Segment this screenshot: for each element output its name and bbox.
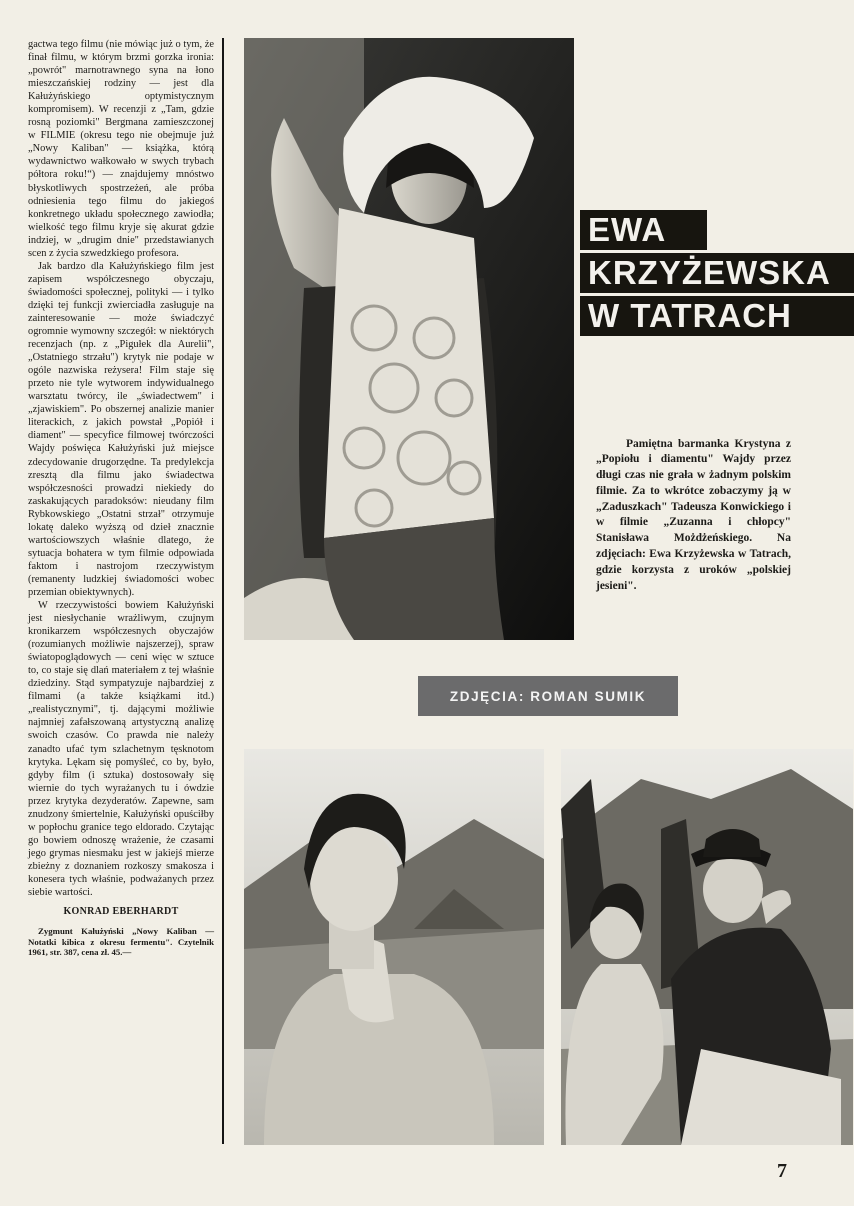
article-author: KONRAD EBERHARDT [63, 906, 179, 918]
article-paragraph-1: gactwa tego filmu (nie mówiąc już o tym, że finał filmu, w którym brzmi gorzka ironia: „powrót" marnotrawnego syna na łono mieszczańskiej rodziny — jest dla Kałużyńskiego optymistycznym kompromisem). W recenzji z „Tam, gdzie rosną poziomki" Bergmana zamieszczonej w FILMIE (okresu tego nie obejmuje już „Nowy Kaliban" — książka, którą wydawnictwo wałkowało w swych trybach półtora roku!“) — znajdujemy mnóstwo błyskotliwych spostrzeżeń, ale próba odniesienia tego filmu do jakiegoś konkretnego układu społecznego zawiodła; wielkość tego filmu kryje się akurat gdzie indziej, w „drugim dnie" przedstawianych scen z życia szwedzkiego profesora. [28, 39, 214, 259]
article-bibliography: Zygmunt Kałużyński „Nowy Kaliban — Notatki kibica z okresu fermentu". Czytelnik 1961, str. 387, cena zł. 45.— [28, 926, 214, 957]
title-line-3: W TATRACH [580, 296, 854, 336]
article-paragraph-2: Jak bardzo dla Kałużyńskiego film jest zapisem współczesnego obyczaju, świadomości społecznej, polityki — i tylko dzięki tej funkcji zwierciadła zasługuje na zainteresowanie — może świadczyć ogromnie wymowny szczegół: w niektórych recenzjach (np. z „Pigułek dla Aurelii", „Ostatniego strzału") krytyk nie podaje w ogóle nazwiska reżysera! Film staje się przeto nie tyle wytworem indywidualnego warsztatu twórcy, ile „świadectwem" i „zjawiskiem". Po obszernej analizie manier literackich, z jakich powstał „Popiół i diament" — specyfice filmowej twórczości Wajdy poświęca Kałużyński już miejsce zdecydowanie drugorzędne. Ta predylekcja zresztą dla filmu jako świadectwa współczesności prowadzi niekiedy do zaskakujących paradoksów: nieudany film Rybkowskiego „Ostatni strzał" otrzymuje lokatę daleko wyższą od dzieł znacznie wartościowszych właśnie dlatego, że sytuacja bohatera w tym filmie odpowiada faktom i nastrojom rzeczywistym (remanenty ludzkiej świadomości wobec przemian obiektywnych). [28, 260, 214, 598]
article-title [580, 210, 854, 339]
article-column [28, 38, 214, 957]
main-photo [244, 38, 574, 640]
page-number: 7 [777, 1160, 787, 1182]
portrait-photo [244, 749, 544, 1145]
column-divider [222, 38, 224, 1144]
photo-caption: Pamiętna barmanka Krystyna z „Popiołu i diamentu" Wajdy przez długi czas nie grała w żadnym polskim filmie. Za to wkrótce zobaczymy ją w „Zaduszkach" Tadeusza Konwickiego i w filmie „Zuzanna i chłopcy" Stanisława Możdżeńskiego. Na zdjęciach: Ewa Krzyżewska w Tatrach, gdzie korzysta z uroków „polskiej jesieni". [596, 437, 791, 592]
mountain-photo [561, 749, 853, 1145]
title-line-2: KRZYŻEWSKA [580, 253, 854, 293]
photo-credit: ZDJĘCIA: ROMAN SUMIK [418, 676, 678, 716]
article-paragraph-3: W rzeczywistości bowiem Kałużyński jest niesłychanie wrażliwym, czujnym kronikarzem współczesnych obyczajów (rozumianych możliwie najszerzej), spraw światopoglądowych — ceni więc w sztuce to, co staje się dlań materiałem z tej właśnie dziedziny. Stąd sympatyzuje najbardziej z filmami (a także książkami itd.) „realistycznymi", tj. dającymi możliwie najmniej zafałszowaną artystyczną analizę swoich czasów. Co prawda nie należy zanadto ufać tym szlachetnym tęsknotom krytyka. Lękam się pomyśleć, co by, było, gdyby film (i sztuka) dostosowały się wiernie do tych wyrażanych tu i ówdzie przez krytyka dezyderatów. Zapewne, sam znudzony śmiertelnie, Kałużyński opuściłby w popłochu granice tego eldorado. Czytając go bowiem odnoszę wrażenie, że czasami jego grymas niesmaku jest w jakiejś mierze zbieżny z doznaniem rozkoszy smakosza i konesera tych właśnie, podważanych przez siebie wartości. [28, 600, 214, 899]
title-line-1: EWA [580, 210, 707, 250]
